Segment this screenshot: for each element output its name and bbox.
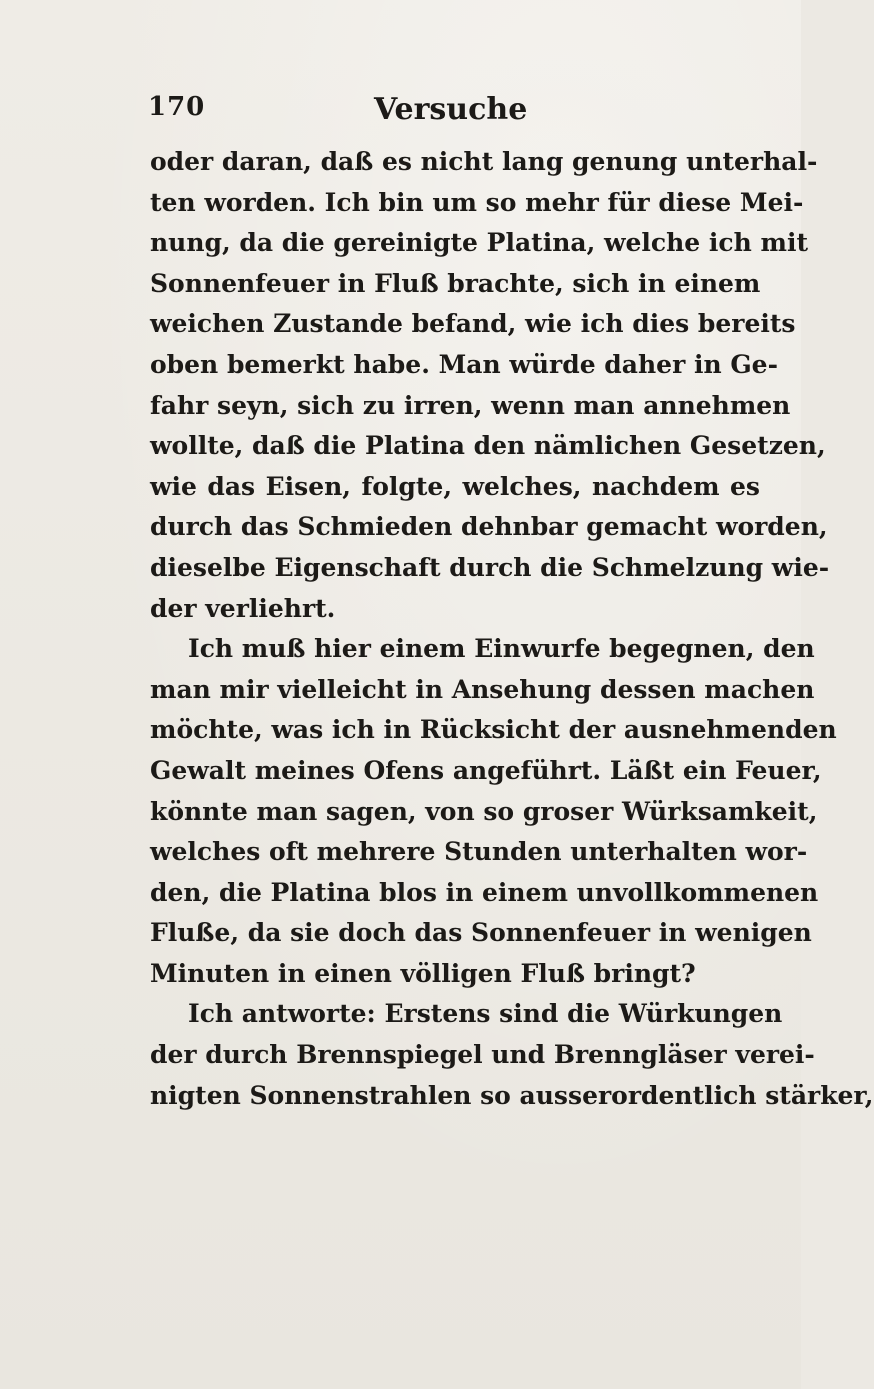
text-line: den, die Platina blos in einem unvollkommenen [150, 877, 819, 907]
paragraph-2 [150, 629, 837, 994]
text-line: Minuten in einen völligen Fluß bringt? [150, 958, 696, 988]
text-line: durch das Schmieden dehnbar gemacht worden, [150, 512, 828, 542]
text-line: oder daran, daß es nicht lang genung unterhal- [150, 147, 818, 176]
text-line: weichen Zustande befand, wie ich dies bereits [150, 309, 796, 339]
page-header [0, 92, 801, 132]
body-text [150, 142, 874, 1116]
page-number: 170 [148, 92, 206, 122]
text-line: Ich antworte: Erstens sind die Würkungen [188, 999, 783, 1029]
paragraph-1 [150, 142, 830, 629]
text-line: Gewalt meines Ofens angeführt. Läßt ein Feuer, [150, 755, 822, 785]
text-line: fahr seyn, sich zu irren, wenn man annehmen [150, 390, 791, 420]
running-head: Versuche [374, 92, 528, 127]
text-line: möchte, was ich in Rücksicht der ausnehmenden [150, 715, 837, 745]
text-line: wie das Eisen, folgte, welches, nachdem es [150, 471, 760, 501]
text-line: wollte, daß die Platina den nämlichen Gesetzen, [150, 431, 826, 461]
paragraph-3 [150, 994, 874, 1116]
text-line: könnte man sagen, von so groser Würksamkeit, [150, 796, 818, 826]
text-line: man mir vielleicht in Ansehung dessen machen [150, 674, 815, 704]
text-line: oben bemerkt habe. Man würde daher in Ge- [150, 349, 778, 379]
text-line: dieselbe Eigenschaft durch die Schmelzung wie- [150, 552, 830, 582]
text-line: welches oft mehrere Stunden unterhalten wor- [150, 837, 808, 867]
text-line: Sonnenfeuer in Fluß brachte, sich in einem [150, 268, 761, 298]
text-line: ten worden. Ich bin um so mehr für diese Mei- [150, 187, 804, 217]
text-line: der verliehrt. [150, 593, 336, 623]
text-line: nigten Sonnenstrahlen so ausserordentlich stärker, [150, 1080, 874, 1110]
text-line: Ich muß hier einem Einwurfe begegnen, den [188, 634, 815, 664]
text-line: der durch Brennspiegel und Brenngläser verei- [150, 1040, 815, 1070]
text-line: nung, da die gereinigte Platina, welche ich mit [150, 228, 809, 258]
text-line: Fluße, da sie doch das Sonnenfeuer in wenigen [150, 918, 812, 948]
